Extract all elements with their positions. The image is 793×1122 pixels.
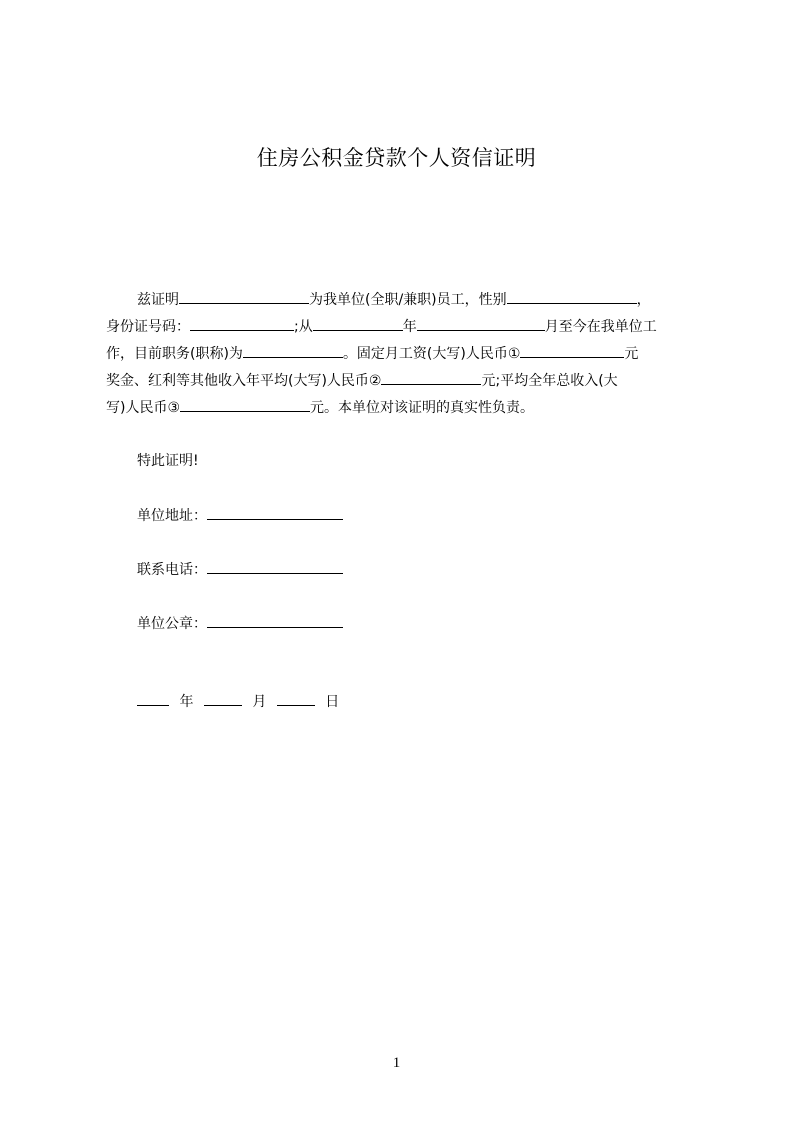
seal-blank[interactable] [207, 613, 343, 628]
text-position: 作，目前职务(职称)为 [106, 346, 243, 362]
seal-label: 单位公章： [137, 616, 207, 632]
text-comma: ， [636, 292, 651, 308]
seal-row [137, 613, 343, 634]
paragraph-line-3 [106, 343, 638, 364]
address-blank[interactable] [207, 505, 343, 520]
date-row [137, 691, 345, 712]
phone-row [137, 559, 343, 580]
blank-position[interactable] [243, 343, 343, 358]
blank-gender[interactable] [507, 289, 637, 304]
page-number: 1 [392, 1055, 401, 1071]
text-certify: 兹证明 [137, 292, 179, 308]
text-monthly-salary: 。固定月工资(大写)人民币① [342, 346, 521, 362]
document-title: 住房公积金贷款个人资信证明 [256, 146, 537, 170]
text-month-until-now: 月至今在我单位工 [544, 319, 657, 335]
date-day-blank[interactable] [277, 691, 315, 706]
text-bonus-income: 奖金、红利等其他收入年平均(大写)人民币② [106, 373, 382, 389]
blank-start-year[interactable] [313, 316, 403, 331]
paragraph-line-5 [106, 397, 534, 418]
closing-text: 特此证明! [137, 453, 199, 469]
date-year-blank[interactable] [137, 691, 169, 706]
blank-annual-total[interactable] [180, 397, 310, 412]
text-id-number: 身份证号码： [106, 319, 190, 335]
blank-monthly-salary[interactable] [520, 343, 624, 358]
blank-name[interactable] [179, 289, 309, 304]
blank-start-month[interactable] [417, 316, 545, 331]
text-yuan-1: 元 [624, 346, 639, 362]
paragraph-line-2 [106, 316, 657, 337]
date-year-label: 年 [179, 694, 194, 710]
phone-blank[interactable] [207, 559, 343, 574]
date-month-blank[interactable] [204, 691, 242, 706]
text-from: ;从 [294, 319, 313, 335]
date-day-label: 日 [325, 694, 340, 710]
paragraph-line-4 [106, 370, 618, 391]
address-label: 单位地址： [137, 508, 207, 524]
address-row [137, 505, 343, 526]
text-responsibility: 元。本单位对该证明的真实性负责。 [310, 400, 535, 416]
blank-bonus-income[interactable] [381, 370, 481, 385]
phone-label: 联系电话： [137, 562, 207, 578]
paragraph-line-1 [137, 289, 651, 310]
text-year: 年 [402, 319, 417, 335]
text-employee-gender: 为我单位(全职/兼职)员工，性别 [309, 292, 507, 308]
date-month-label: 月 [252, 694, 267, 710]
blank-id-number[interactable] [190, 316, 294, 331]
text-annual-total: 元;平均全年总收入(大 [481, 373, 618, 389]
text-rmb-3: 写)人民币③ [106, 400, 181, 416]
